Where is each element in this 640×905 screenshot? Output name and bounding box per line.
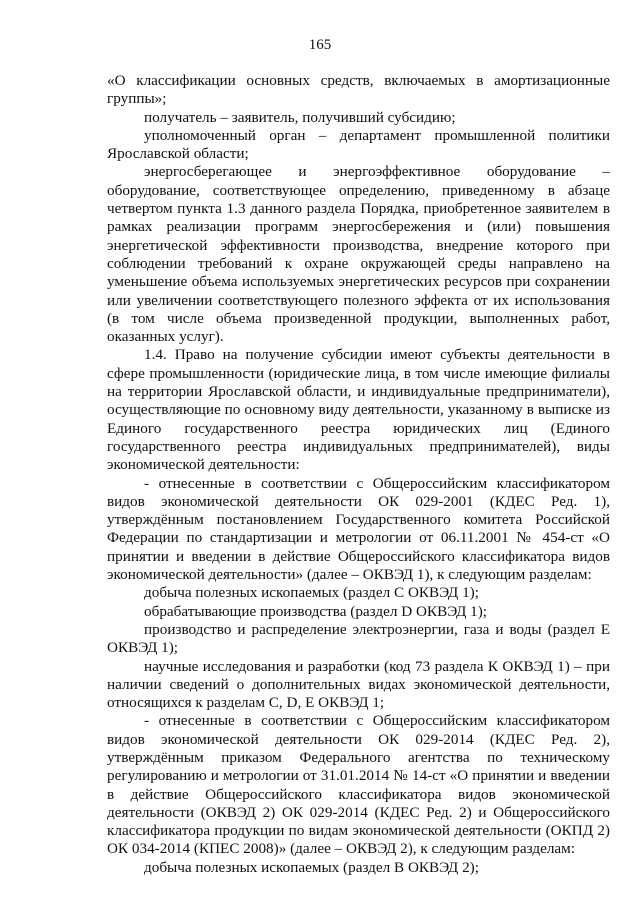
clause-1-4: 1.4. Право на получение субсидии имеют субъекты деятельности в сфере промышленности (юридические лица, в том числе имеющие филиалы на территории Ярославской области, и индивидуальные предприниматели), осуществляющие по основному виду деятельности, указанному в выписке из Единого государственного реестра юридических лиц (Единого государственного реестра индивидуальных предпринимателей), виды экономической деятельности: [107, 346, 610, 474]
okved1-item: - отнесенные в соответствии с Общероссийским классификатором видов экономической деятельности ОК 029-2001 (КДЕС Ред. 1), утверждённым постановлением Государственного комитета Российской Федерации по стандартизации и метрологии от 06.11.2001 № 454-ст «О принятии и введении в действие Общероссийского классификатора видов экономической деятельности» (далее – ОКВЭД 1), к следующим разделам: [107, 474, 610, 584]
okved1-section-d: обрабатывающие производства (раздел D ОКВЭД 1); [144, 602, 487, 620]
paragraph-continuation: «О классификации основных средств, включаемых в амортизационные группы»; [107, 72, 610, 108]
page-number: 165 [308, 37, 332, 53]
definition-authorized-body: уполномоченный орган – департамент промышленной политики Ярославской области; [107, 126, 610, 163]
okved1-section-e: производство и распределение электроэнергии, газа и воды (раздел Е ОКВЭД 1); [107, 620, 610, 657]
definition-energy-equipment: энергосберегающее и энергоэффективное оборудование – оборудование, соответствующее определению, приведенному в абзаце четвертом пункта 1.3 данного раздела Порядка, приобретенное заявителем в рамках реализации программ энергосбережения и (или) повышения энергетической эффективности производства, внедрение которого при соблюдении требований к охране окружающей среды направлено на уменьшение объема используемых энергетических ресурсов при сохранении или увеличении соответствующего полезного эффекта от их использования (в том числе объема произведенной продукции, выполненных работ, оказанных услуг). [107, 163, 610, 346]
okved2-section-b: добыча полезных ископаемых (раздел В ОКВЭД 2); [144, 858, 479, 876]
okved1-section-c: добыча полезных ископаемых (раздел С ОКВЭД 1); [144, 584, 479, 602]
document-body [107, 72, 610, 877]
okved1-code-73: научные исследования и разработки (код 73 раздела К ОКВЭД 1) – при наличии сведений о дополнительных видах экономической деятельности, относящихся к разделам С, D, Е ОКВЭД 1; [107, 657, 610, 712]
definition-recipient: получатель – заявитель, получивший субсидию; [144, 108, 456, 126]
okved2-item: - отнесенные в соответствии с Общероссийским классификатором видов экономической деятельности ОК 029-2014 (КДЕС Ред. 2), утверждённым приказом Федерального агентства по техническому регулированию и метрологии от 31.01.2014 № 14-ст «О принятии и введении в действие Общероссийского классификатора видов экономической деятельности (ОКВЭД 2) ОК 029-2014 (КДЕС Ред. 2) и Общероссийского классификатора продукции по видам экономической деятельности (ОКПД 2) ОК 034-2014 (КПЕС 2008)» (далее – ОКВЭД 2), к следующим разделам: [107, 712, 610, 858]
